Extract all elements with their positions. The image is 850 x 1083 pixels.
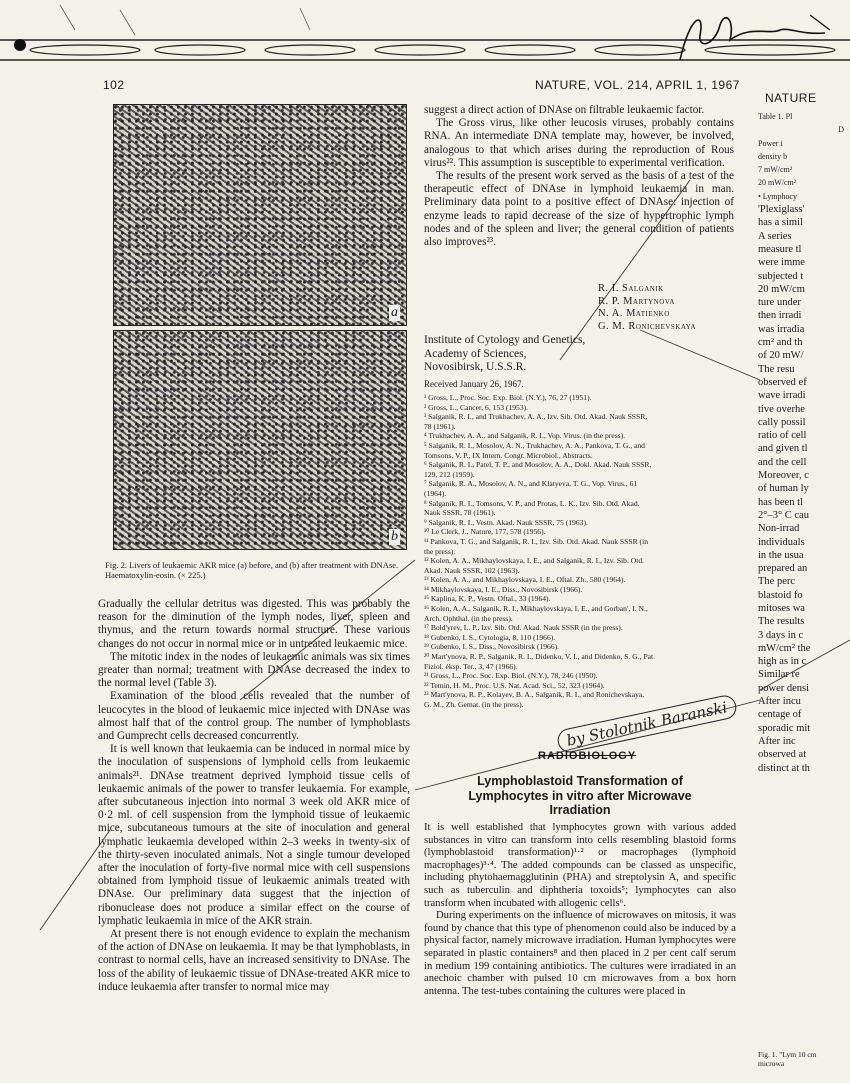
paragraph: It is well established that lymphocytes grown with various added substances in vitro can transform into cells resembling blastoid forms (lymphoblastoid transformation)¹·² or macrophages (lymphoid macrophages)³·⁴. The added compounds can be classed as unspecific, including phytohaemagglutinin (PHA) and streptolysin A, and specific such as tuberculin and diphtheria toxoids⁵; lymphocytes can also transform when incubated with allogenic cells⁶. bbox=[424, 822, 736, 909]
fragment-line: were imme bbox=[758, 257, 805, 269]
fragment-line: A series bbox=[758, 230, 792, 242]
reference: ² Gross, L., Cancer, 6, 153 (1953). bbox=[424, 402, 529, 412]
author: G. M. Ronichevskaya bbox=[598, 320, 697, 332]
title-line: Irradiation bbox=[549, 803, 611, 817]
fragment-line: in the usua bbox=[758, 549, 804, 561]
fragment-line: has a simil bbox=[758, 217, 803, 229]
panel-b-label: b bbox=[391, 529, 398, 544]
reference: ¹⁷ Bold'yrev, L. P., Izv. Sib. Otd. Akad. Nauk SSSR (in the press). bbox=[424, 623, 623, 633]
title-line: Lymphoblastoid Transformation of bbox=[477, 774, 683, 788]
fragment-line: The results bbox=[758, 616, 805, 628]
reference: ³ Salganik, R. I., and Trukhachev, A. A., Izv. Sib. Otd. Akad. Nauk SSSR, bbox=[424, 412, 648, 422]
fragment-line: centage of bbox=[758, 709, 802, 721]
fragment-line: Power i bbox=[758, 138, 783, 148]
reference: ⁹ Salganik, R. I., Vestn. Akad. Nauk SSSR, 75 (1963). bbox=[424, 517, 588, 527]
paragraph: During experiments on the influence of microwaves on mitosis, it was found by chance that this type of phenomenon could also be induced by a physical factor, namely microwave irradiation. Human lymphocytes were separated in plastic containers⁸ and then placed in 2 per cent calf serum in medium 199 containing antibiotics. The cultures were irradiated in an anechoic chamber with pulsed 10 cm microwaves from a box horn antenna. The test-tubes containing the cultures were placed in bbox=[424, 910, 736, 997]
paragraph: It is well known that leukaemia can be induced in normal mice by the inoculation of suspensions of lymphoid cells from leukaemic animals²¹. DNAse treatment deprived lymphoid tissue cells of leukaemic animals of the power to transfer leukaemia. For example, after subcutaneous injection into normal 3 week old AKR mice of 0·2 ml. of cell suspension from the lymphoid tissue of leukaemic mice, subcutaneous tumours at the site of inoculation and general lymphatic leukaemia developed within 2–3 weeks in twenty-six of the thirty-seven inoculated animals. Not a single tumour developed after the inoculation of forty-five normal mice with cell suspensions obtained from lymphoid tissue of leukaemic animals treated with DNAse. Our preliminary data suggest that the injection of ribonuclease does not produce a similar effect on the course of lymphatic leukaemia in mice of the AKR strain. bbox=[98, 743, 410, 927]
article-body bbox=[424, 822, 736, 998]
reference: ¹ Gross, L., Proc. Soc. Exp. Biol. (N.Y.), 76, 27 (1951). bbox=[424, 393, 592, 402]
paragraph: Examination of the blood cells revealed that the number of leucocytes in the blood of leukaemic mice injected with DNAse was almost half that of the control group. The number of lymphoblasts and Gumprecht cells decreased concurrently. bbox=[98, 690, 410, 743]
author: N. A. Matienko bbox=[598, 308, 670, 319]
fragment-line: was irradia bbox=[758, 323, 805, 335]
reference: ⁸ Salganik, R. I., Tomsons, V. P., and Protas, L. K., Izv. Sib. Otd. Akad. bbox=[424, 498, 640, 508]
reference: ¹³ Kolen, A. A., and Mikhaylovskaya, I. E., Oftal. Zh., 580 (1964). bbox=[424, 575, 626, 585]
reference: G. M., Zh. Gemat. (in the press). bbox=[424, 700, 524, 709]
fragment-line: 20 mW/cm² bbox=[758, 178, 797, 188]
fragment-line: D bbox=[838, 125, 844, 135]
fragment-line: 'Plexiglass' bbox=[758, 204, 805, 216]
fragment-line: Moreover, c bbox=[758, 470, 809, 482]
fragment-line: observed ef bbox=[758, 376, 807, 388]
fragment-line: After inc bbox=[758, 735, 796, 747]
fragment-line: ratio of cell bbox=[758, 430, 807, 442]
fragment-line: then irradi bbox=[758, 310, 802, 322]
fragment-line: density b bbox=[758, 151, 788, 161]
article-title bbox=[424, 774, 736, 818]
figure-caption: Fig. 2. Livers of leukaemic AKR mice (a) before, and (b) after treatment with DNAse. Haematoxylin-eosin. (× 225.) bbox=[105, 560, 399, 580]
middle-column-text bbox=[424, 104, 734, 249]
fragment-line: wave irradi bbox=[758, 390, 806, 402]
fragment-line: tive overhe bbox=[758, 403, 805, 415]
right-page-fragment bbox=[758, 110, 844, 810]
fragment-line: mW/cm² the bbox=[758, 642, 811, 654]
received-date: Received January 26, 1967. bbox=[424, 379, 524, 389]
paragraph: The mitotic index in the nodes of leukaemic animals was six times greater than normal; treatment with DNAse decreased the index to the normal level (Table 3). bbox=[98, 650, 410, 690]
fragment-line: distinct at th bbox=[758, 762, 810, 774]
institution bbox=[424, 334, 624, 375]
reference: ²² Temin, H. M., Proc. U.S. Nat. Acad. Sci., 52, 323 (1964). bbox=[424, 680, 605, 690]
fragment-line: Table 1. Pl bbox=[758, 112, 793, 121]
reference: ⁶ Salganik, R. I., Patel, T. P., and Mosolov, A. A., Dokl. Akad. Nauk SSSR, bbox=[424, 460, 652, 470]
right-page-header: NATURE bbox=[765, 91, 817, 105]
section-heading: RADIOBIOLOGY bbox=[538, 750, 637, 762]
reference: ¹⁴ Mikhaylovskaya, I. E., Diss., Novosibirsk (1966). bbox=[424, 584, 583, 594]
fragment-line: Non-irrad bbox=[758, 523, 800, 535]
panel-a-label: a bbox=[391, 305, 398, 320]
paragraph: At present there is not enough evidence to explain the mechanism of the action of DNAse on leukaemia. It may be that lymphoblasts, in contrast to normal cells, have an increased sensitivity to DNAse. The loss of the ability of leukaemic tissue of DNAse-treated AKR mice to induce leukaemia after transfer to normal mice may bbox=[98, 928, 410, 993]
left-column-text bbox=[98, 598, 410, 994]
fragment-line: After incu bbox=[758, 696, 801, 708]
fragment-line: and the cell bbox=[758, 456, 807, 468]
fragment-line: subjected t bbox=[758, 270, 804, 282]
fragment-line: 7 mW/cm² bbox=[758, 165, 793, 175]
reference: (1964). bbox=[424, 488, 447, 498]
page-number: 102 bbox=[103, 78, 125, 92]
reference: ¹¹ Pankova, T. G., and Salganik, R. I., Izv. Sib. Otd. Akad. Nauk SSSR (in bbox=[424, 536, 648, 546]
fragment-line: of human ly bbox=[758, 483, 809, 495]
fragment-line: 3 days in c bbox=[758, 629, 804, 641]
reference: ¹⁹ Gubenko, I. S., Diss., Novosibirsk (1966). bbox=[424, 642, 560, 652]
reference: ²³ Mart'ynova, R. P., Kolayev, B. A., Salganik, R. I., and Ronichevskaya, bbox=[424, 690, 645, 700]
reference: ⁵ Salganik, R. I., Mosolov, A. N., Trukhachev, A. A., Pankova, T. G., and bbox=[424, 440, 645, 450]
reference: ²⁰ Mart'ynova, R. P., Salganik, R. I., Didenko, V. I., and Didenko, S. G., Pat. bbox=[424, 652, 656, 662]
paragraph: The Gross virus, like other leucosis viruses, probably contains RNA. An intermediate DNA template may, however, be involved, analogous to that which arises during the reproduction of Rous virus²². This assumption is susceptible to experimental verification. bbox=[424, 117, 734, 169]
title-line: Lymphocytes in vitro after Microwave bbox=[468, 788, 692, 803]
author: R. P. Martynova bbox=[598, 295, 675, 307]
fragment-line: cally possil bbox=[758, 416, 806, 428]
fragment-line: Similar re bbox=[758, 669, 800, 681]
handwritten-signature bbox=[660, 5, 840, 65]
reference: 78 (1961). bbox=[424, 421, 456, 431]
reference: ⁷ Salganik, R. A., Mosolov, A. N., and Klatyeva, T. G., Vop. Virus., 61 bbox=[424, 479, 638, 489]
fragment-line: sporadic mit bbox=[758, 722, 811, 734]
institution-line: Institute of Cytology and Genetics, bbox=[424, 334, 586, 346]
fragment-line: cm² and th bbox=[758, 337, 803, 349]
fragment-line: has been tl bbox=[758, 496, 803, 508]
fragment-line: observed at bbox=[758, 749, 807, 761]
reference: ⁴ Trukhachev, A. A., and Salganik, R. I., Vop. Virus. (in the press). bbox=[424, 431, 626, 441]
fragment-line: 2°–3° C cau bbox=[758, 509, 809, 521]
fragment-line: The resu bbox=[758, 363, 795, 375]
reference: Arch. Ophthal. (in the press). bbox=[424, 613, 513, 623]
fragment-line: high as in c bbox=[758, 656, 807, 668]
fragment-line: and given tl bbox=[758, 443, 808, 455]
paragraph: Gradually the cellular detritus was digested. This was probably the reason for the diminution of the lymph nodes, liver, spleen and thymus, and the return towards normal structure. These various changes do not occur in normal mice or in untreated leukaemic mice. bbox=[98, 598, 410, 650]
institution-line: Novosibirsk, U.S.S.R. bbox=[424, 361, 527, 373]
reference: ¹⁸ Gubenko, I. S., Cytologia, 8, 110 (1966). bbox=[424, 632, 556, 642]
fragment-line: individuals bbox=[758, 536, 805, 548]
fragment-line: 20 mW/cm bbox=[758, 283, 805, 295]
right-fig-caption: Fig. 1. "Lym 10 cm microwa bbox=[758, 1050, 817, 1068]
reference: ²¹ Gross, L., Proc. Soc. Exp. Biol. (N.Y.), 78, 246 (1950). bbox=[424, 671, 598, 681]
reference: ¹² Kolen, A. A., Mikhaylovskaya, I. E., and Salganik, R. I., Izv. Sib. Otd. bbox=[424, 556, 645, 566]
fragment-line: mitoses wa bbox=[758, 602, 805, 614]
fragment-line: of 20 mW/ bbox=[758, 350, 804, 362]
fragment-line: measure tl bbox=[758, 243, 802, 255]
fragment-line: power densi bbox=[758, 682, 810, 694]
author-list bbox=[598, 283, 738, 333]
author: R. I. Salganik bbox=[598, 283, 664, 294]
fragment-line: The perc bbox=[758, 576, 796, 588]
reference: 129, 212 (1959). bbox=[424, 469, 475, 479]
journal-header: NATURE, VOL. 214, APRIL 1, 1967 bbox=[535, 78, 740, 92]
reference: ¹⁵ Kaplina, K. P., Vestn. Oftal., 33 (1964). bbox=[424, 594, 551, 604]
micrograph-panel-b bbox=[113, 330, 407, 550]
reference: Fiziol. éksp. Ter., 3, 47 (1966). bbox=[424, 661, 518, 671]
reference: ¹⁰ Le Clerk, J., Nature, 177, 578 (1956). bbox=[424, 527, 546, 537]
reference: Nauk SSSR, 78 (1961). bbox=[424, 508, 496, 518]
handwritten-annotation: by Stolotnik Baranski bbox=[555, 693, 738, 754]
fragment-line: prepared an bbox=[758, 563, 808, 575]
fragment-line: • Lymphocy bbox=[758, 191, 798, 201]
reference-list bbox=[424, 393, 736, 710]
micrograph-panel-a bbox=[113, 104, 407, 326]
institution-line: Academy of Sciences, bbox=[424, 347, 527, 360]
fragment-line: blastoid fo bbox=[758, 589, 803, 601]
reference: the press). bbox=[424, 546, 456, 556]
reference: ¹⁶ Kolen, A. A., Salganik, R. I., Mikhaylovskaya, I. E., and Gorban', I. N., bbox=[424, 604, 648, 614]
paragraph: suggest a direct action of DNAse on filtrable leukaemic factor. bbox=[424, 104, 705, 116]
reference: Akad. Nauk SSSR, 102 (1963). bbox=[424, 565, 520, 575]
paragraph: The results of the present work served as the basis of a test of the therapeutic effect of DNAse in lymphoid leukaemia in man. Preliminary data point to a positive effect of DNAse: injection of enzyme leads to rapid decrease of the size of hypertrophic lymph nodes and of the spleen and liver; the general condition of patients also improves²³. bbox=[424, 170, 734, 249]
fragment-line: ture under bbox=[758, 297, 801, 309]
reference: Tomsons, V. P., IX Intern. Congr. Microbiol., Abstracts. bbox=[424, 450, 593, 460]
